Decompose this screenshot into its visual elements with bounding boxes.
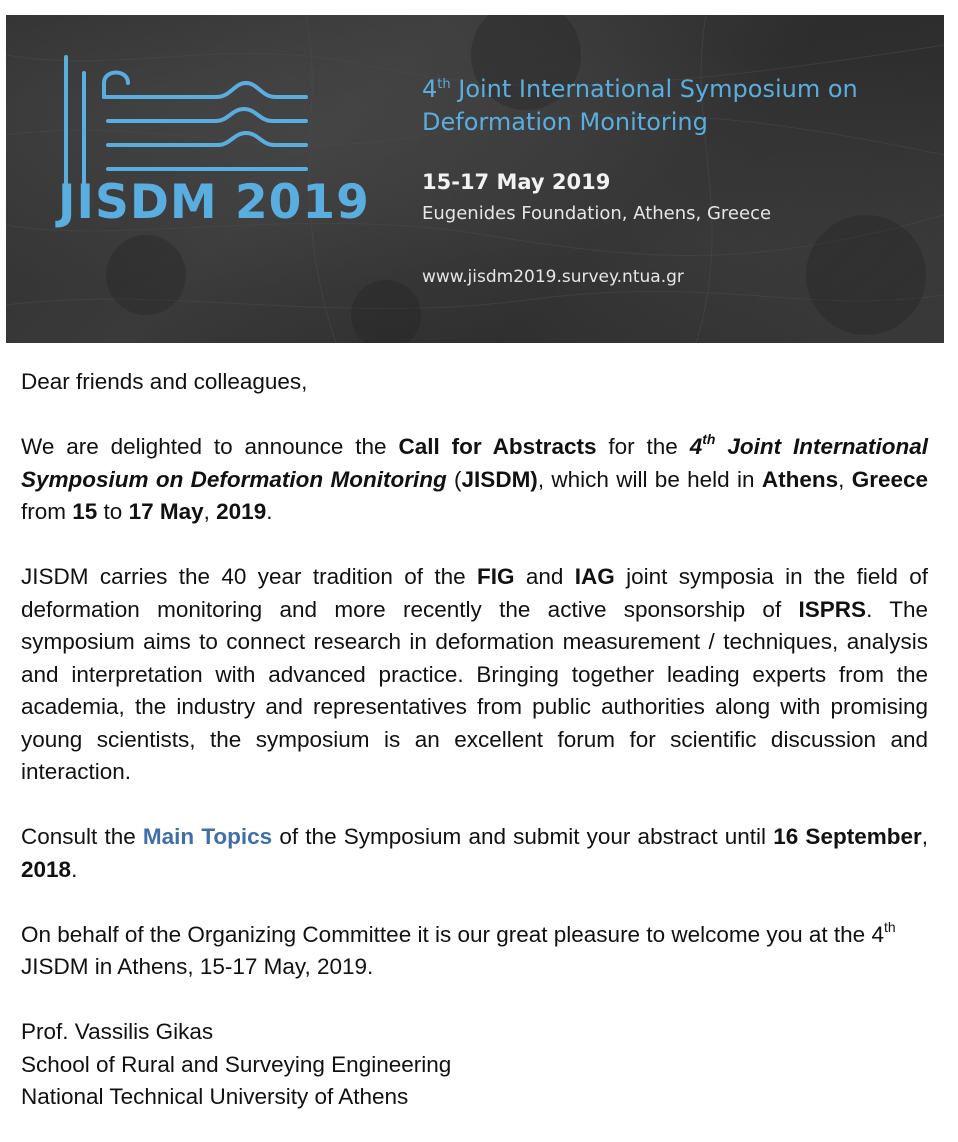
letter-body [21,366,928,1114]
event-title [422,73,922,139]
paragraph-submission: Consult the Main Topics of the Symposium and submit your abstract until 16 September, 2018. [21,824,928,882]
title-line2: Deformation Monitoring [422,108,708,136]
paragraph-welcome: On behalf of the Organizing Committee it is our great pleasure to welcome you at the 4th JISDM in Athens, 15-17 May, 2019. [21,918,896,979]
logo-wordmark: JISDM 2019 [58,175,370,230]
signature-name: Prof. Vassilis Gikas [21,1019,214,1044]
event-dates: 15-17 May 2019 [422,170,611,194]
event-url: www.jisdm2019.survey.ntua.gr [422,267,684,287]
event-info [422,73,922,287]
paragraph-tradition: JISDM carries the 40 year tradition of the FIG and IAG joint symposia in the field of deformation monitoring and more recently the active sponsorship of ISPRS. The symposium aims to connect research in deformation measurement / techniques, analysis and interpretation with advanced practice. Bringing together leading experts from the academia, the industry and representatives from public authorities along with promising young scientists, the symposium is an excellent forum for scientific discussion and interaction. [21,564,929,784]
paragraph-announcement: We are delighted to announce the Call for Abstracts for the 4th Joint International Symposium on Deformation Monitoring (JISDM), which will be held in Athens, Greece from 15 to 17 May, 2019. [21,431,929,524]
greeting: Dear friends and colleagues, [21,369,308,394]
title-line1: Joint International Symposium on [450,75,858,103]
signature-block [21,1016,928,1114]
title-ordinal-number: 4 [422,75,438,103]
main-topics-link[interactable]: Main Topics [142,824,273,849]
signature-school: School of Rural and Surveying Engineering [21,1051,452,1077]
symposium-name: Joint International Symposium on Deformation Monitoring [21,434,929,492]
event-banner [6,15,944,343]
signature-university: National Technical University of Athens [21,1084,409,1109]
event-venue: Eugenides Foundation, Athens, Greece [422,203,772,224]
jisdm-wave-logo-icon [56,51,326,191]
title-ordinal-suffix: th [437,77,451,92]
call-for-abstracts: Call for Abstracts [398,434,597,459]
deadline-date: 16 September [773,824,922,849]
